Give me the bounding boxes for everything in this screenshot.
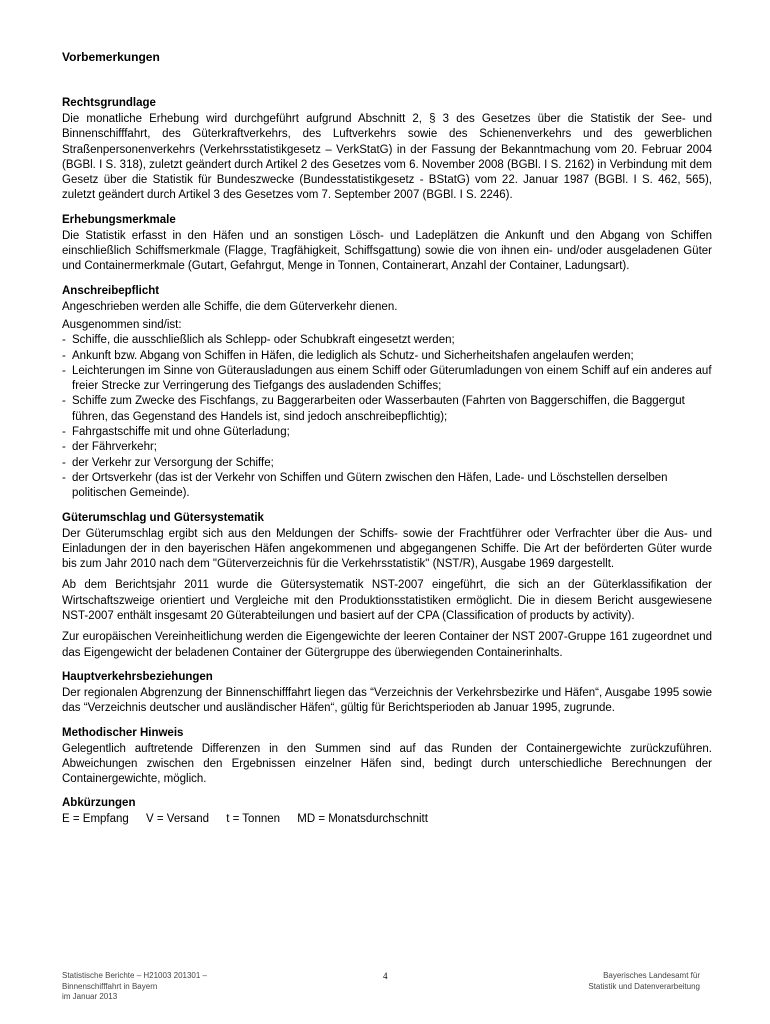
footer-report-id: Statistische Berichte – H21003 201301 – <box>62 971 207 980</box>
dash-marker: - <box>62 471 66 484</box>
section-text: Angeschrieben werden alle Schiffe, die dem Güterverkehr dienen. <box>62 300 398 313</box>
exclusion-list <box>62 333 712 501</box>
list-item-text: Fahrgastschiffe mit und ohne Güterladung; <box>72 426 290 439</box>
section-text: Der Güterumschlag ergibt sich aus den Meldungen der Schiffs- sowie der Frachtführer oder Verfrachter über die Aus- und Einladungen der in den bayerischen Häfen angekommenen und abgegangenen Schiffe. Die Art der beförderten Güter wurde bis zum Jahr 2010 nach dem "Güterverzeichnis für die Verkehrsstatistik" (NST/R), Ausgabe 1969 dargestellt. <box>62 527 712 571</box>
footer-publisher-line2: Statistik und Datenverarbeitung <box>588 981 700 991</box>
list-item <box>62 440 712 455</box>
footer-right <box>500 971 700 992</box>
dash-marker: - <box>62 395 66 408</box>
list-item-text: Schiffe zum Zwecke des Fischfangs, zu Baggerarbeiten oder Wasserbauten (Fahrten von Baggerschiffen, die Baggergut führen, das Gegenstand des Handels ist, sind jedoch anschreibepflichtig); <box>72 395 685 423</box>
section-heading: Rechtsgrundlage <box>62 97 156 109</box>
section-text: Gelegentlich auftretende Differenzen in den Summen sind auf das Runden der Containergewichte zurückzuführen. Abweichungen zwischen den Ergebnissen einzelner Häfen sind, bedingt durch unterschiedliche Berechnungen der Containergewichte, möglich. <box>62 742 712 786</box>
list-item-text: Schiffe, die ausschließlich als Schlepp- oder Schubkraft eingesetzt werden; <box>72 334 455 347</box>
abbreviation-item: V = Versand <box>146 813 209 826</box>
abbreviation-item: E = Empfang <box>62 813 129 826</box>
section-heading: Erhebungsmerkmale <box>62 213 176 226</box>
footer-left <box>62 971 262 1003</box>
list-item <box>62 394 712 425</box>
section-abkuerzungen <box>62 796 712 827</box>
section-hauptverkehrsbeziehungen <box>62 670 712 717</box>
footer-report-period: im Januar 2013 <box>62 992 118 1001</box>
dash-marker: - <box>62 334 66 347</box>
abbreviation-item: t = Tonnen <box>226 813 281 826</box>
section-methodischer-hinweis <box>62 726 712 788</box>
section-erhebungsmerkmale <box>62 213 712 275</box>
section-heading: Hauptverkehrsbeziehungen <box>62 670 213 683</box>
list-item-text: der Fährverkehr; <box>72 441 158 454</box>
dash-marker: - <box>62 441 66 454</box>
list-item-text: Ankunft bzw. Abgang von Schiffen in Häfen, die lediglich als Schutz- und Sicherheitshafen angelaufen werden; <box>72 349 634 362</box>
section-text: Der regionalen Abgrenzung der Binnenschifffahrt liegen das “Verzeichnis der Verkehrsbezirke und Häfen“, Ausgabe 1995 sowie das “Verzeichnis deutscher und ausländischer Häfen“, gültig für Berichtsperioden ab Januar 1995, zugrunde. <box>62 686 712 715</box>
footer-report-title: Binnenschifffahrt in Bayern <box>62 981 158 991</box>
list-item-text: der Ortsverkehr (das ist der Verkehr von Schiffen und Gütern zwischen den Häfen, Lade- und Löschstellen derselben politischen Gemeinde). <box>72 471 668 500</box>
section-text: Zur europäischen Vereinheitlichung werden die Eigengewichte der leeren Container der NST 2007-Gruppe 161 zugeordnet und das Eigengewicht der beladenen Container der Gütergruppe des überwiegenden Containerinhalts. <box>62 631 712 659</box>
section-text: Die Statistik erfasst in den Häfen und an sonstigen Lösch- und Ladeplätzen die Ankunft und den Abgang von Schiffen einschließlich Schiffsmerkmale (Flagge, Tragfähigkeit, Schiffsgattung) sowie die von ihnen ein- und/oder ausgeladenen Güter und Containermerkmale (Gutart, Gefahrgut, Menge in Tonnen, Containerart, Anzahl der Container, Ladungsart). <box>62 229 712 273</box>
section-heading: Anschreibepflicht <box>62 284 160 297</box>
list-item <box>62 349 712 364</box>
section-text: Die monatliche Erhebung wird durchgeführt aufgrund Abschnitt 2, § 3 des Gesetzes über die Statistik der See- und Binnenschifffahrt, des Güterkraftverkehrs, des Luftverkehrs sowie des Schienenverkehrs und des gewerblichen Straßenpersonenverkehrs (Verkehrsstatistikgesetz – VerkStatG) in der Fassung der Bekanntmachung vom 20. Februar 2004 (BGBl. I S. 318), zuletzt geändert durch Artikel 2 des Gesetzes vom 6. November 2008 (BGBl. I S. 2162) in Verbindung mit dem Gesetz über die Statistik für Bundeszwecke (Bundesstatistikgesetz - BStatG) vom 22. Januar 1987 (BGBl. I S. 462, 565), zuletzt geändert durch Artikel 3 des Gesetzes vom 7. September 2007 (BGBl. I S. 2246). <box>62 113 712 202</box>
list-item <box>62 456 712 471</box>
list-item <box>62 425 712 440</box>
list-item <box>62 333 712 348</box>
list-item-text: Leichterungen im Sinne von Güterausladungen aus einem Schiff oder Güterumladungen von einem Schiff auf ein anderes auf freier Strecke zur Verringerung des Tiefgangs des ausladenden Schiffes; <box>72 364 712 393</box>
section-heading: Güterumschlag und Gütersystematik <box>62 511 264 524</box>
section-text: Ab dem Berichtsjahr 2011 wurde die Gütersystematik NST-2007 eingeführt, die sich an der Güterklassifikation der Wirtschaftszweige orientiert und Vergleiche mit den Produktionsstatistiken ermöglicht. Die in diesem Bericht ausgewiesene NST-2007 enthält insgesamt 20 Güterabteilungen und basiert auf der CPA (Classification of products by activity). <box>62 579 712 623</box>
dash-marker: - <box>62 349 66 362</box>
page-number: 4 <box>383 971 388 981</box>
section-heading: Methodischer Hinweis <box>62 726 184 739</box>
footer-publisher-line1: Bayerisches Landesamt für <box>603 971 700 980</box>
section-heading: Abkürzungen <box>62 797 136 810</box>
page-title: Vorbemerkungen <box>62 50 160 64</box>
section-rechtsgrundlage <box>62 96 712 204</box>
abbreviation-item: MD = Monatsdurchschnitt <box>297 813 428 826</box>
section-text: Ausgenommen sind/ist: <box>62 318 182 331</box>
dash-marker: - <box>62 426 66 439</box>
dash-marker: - <box>62 456 66 469</box>
list-item <box>62 471 712 502</box>
document-page <box>62 50 712 836</box>
abbreviation-list <box>62 812 712 827</box>
dash-marker: - <box>62 364 66 377</box>
section-gueterumschlag <box>62 511 712 661</box>
list-item-text: der Verkehr zur Versorgung der Schiffe; <box>72 456 274 469</box>
section-anschreibepflicht <box>62 284 712 502</box>
page-footer <box>62 971 712 1016</box>
list-item <box>62 364 712 395</box>
